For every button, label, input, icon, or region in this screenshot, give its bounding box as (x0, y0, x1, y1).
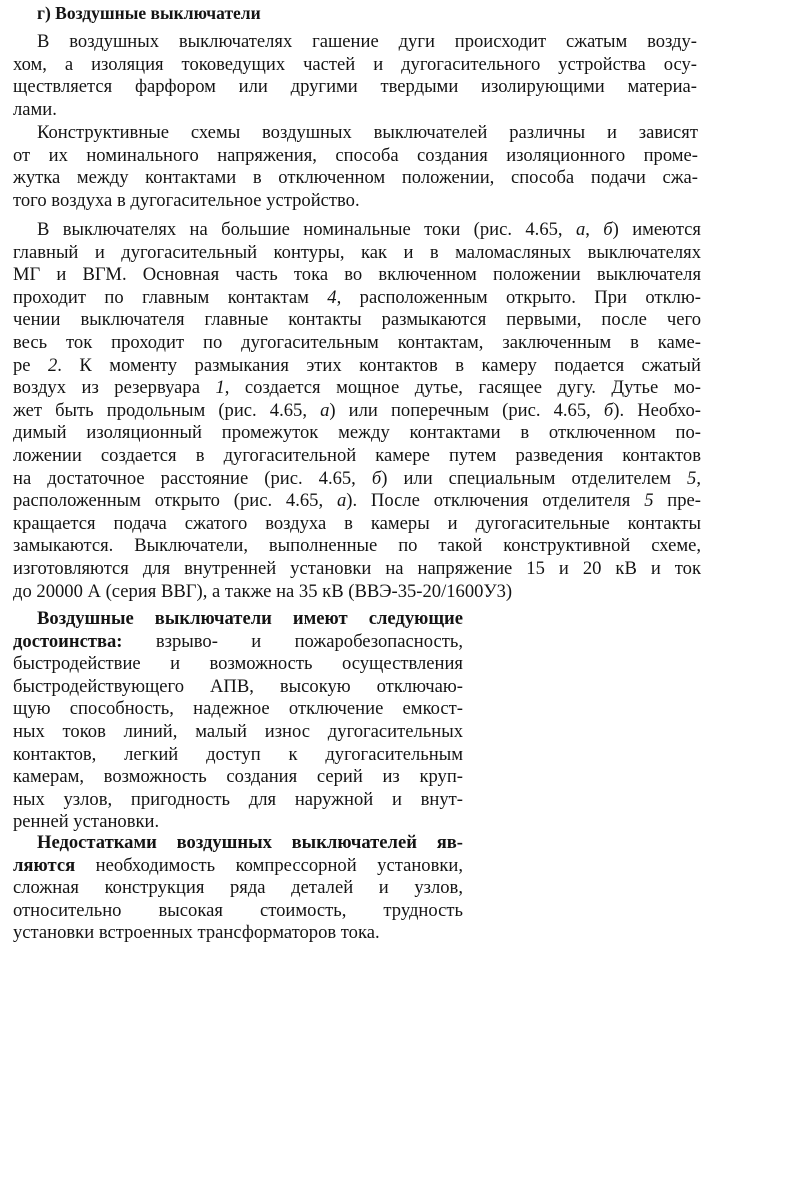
text-line: замыкаются. Выключатели, выполненные по такой конструктивной схеме, (13, 535, 701, 557)
text-line: относительно высокая стоимость, трудность (13, 899, 463, 921)
text-line: сложная конструкция ряда деталей и узлов, (13, 877, 463, 899)
paragraph-advantages (13, 608, 463, 834)
advantages-lead-line (13, 608, 463, 631)
text-line: быстродействующего АПВ, высокую отключаю- (13, 675, 463, 697)
text-line: ляются необходимость компрессорной установки, (13, 854, 463, 876)
paragraph-1 (13, 31, 697, 121)
text-line: установки встроенных трансформаторов тока. (13, 922, 380, 944)
section-heading: г) Воздушные выключатели (37, 3, 261, 23)
text-line: изготовляются для внутренней установки на напряжение 15 и 20 кВ и ток (13, 557, 701, 579)
text-line: Конструктивные схемы воздушных выключателей различны и зависят (37, 122, 698, 143)
text-line: МГ и ВГМ. Основная часть тока во включенном положении выключателя (13, 264, 701, 286)
paragraph-disadvantages (13, 832, 463, 945)
disadvantages-lead-line (13, 832, 463, 855)
text-line: расположенным открыто (рис. 4.65, а). После отключения отделителя 5 пре- (13, 490, 702, 512)
text-line: щую способность, надежное отключение емкост- (13, 698, 463, 720)
text-line: проходит по главным контактам 4, расположенным открыто. При отклю- (13, 286, 701, 308)
text-line: от их номинального напряжения, способа создания изоляционного проме- (13, 144, 698, 166)
text-line: ных узлов, пригодность для наружной и внут- (13, 788, 463, 810)
paragraph-2 (13, 122, 698, 212)
text-line: достоинства: взрыво- и пожаробезопасность, (13, 630, 463, 652)
text-line: В воздушных выключателях гашение дуги происходит сжатым возду- (37, 31, 697, 52)
text-line: лами. (13, 98, 57, 120)
text-line: жутка между контактами в отключенном положении, способа подачи сжа- (13, 167, 698, 189)
text-line: ре 2. К моменту размыкания этих контактов в камеру подается сжатый (13, 354, 701, 376)
text-line: ществляется фарфором или другими твердыми изолирующими материа- (13, 76, 697, 98)
text-line: димый изоляционный промежуток между контактами в отключенном по- (13, 422, 701, 444)
text-line: хом, а изоляция токоведущих частей и дугогасительного устройства осу- (13, 53, 697, 75)
text-line: главный и дугогасительный контуры, как и в маломасляных выключателях (13, 241, 701, 263)
text-line: жет быть продольным (рис. 4.65, а) или поперечным (рис. 4.65, б). Необхо- (13, 399, 701, 421)
bold-lead: Недостатками воздушных выключателей яв- (37, 832, 463, 853)
text-line: кращается подача сжатого воздуха в камеры и дугогасительные контакты (13, 512, 701, 534)
text-line: В выключателях на большие номинальные токи (рис. 4.65, а, б) имеются (37, 219, 701, 240)
text-line: ных токов линий, малый износ дугогасительных (13, 720, 463, 742)
text-line: контактов, легкий доступ к дугогасительным (13, 743, 463, 765)
text-line: быстродействие и возможность осуществления (13, 653, 463, 675)
paragraph-3 (13, 219, 701, 603)
text-line: на достаточное расстояние (рис. 4.65, б) или специальным отделителем 5, (13, 467, 701, 489)
bold-lead-end: ляются (13, 854, 76, 876)
text-line: воздух из резервуара 1, создается мощное дутье, гасящее дугу. Дутье мо- (13, 377, 702, 399)
text-line: того воздуха в дугогасительное устройство. (13, 189, 360, 211)
text-line: камерам, возможность создания серий из круп- (13, 766, 463, 788)
text-line: до 20000 А (серия ВВГ), а также на 35 кВ (ВВЭ-35-20/1600У3) (13, 580, 513, 602)
bold-lead-end: достоинства: (13, 630, 123, 652)
text-line: чении выключателя главные контакты размыкаются первыми, после чего (13, 309, 701, 331)
text-line: ренней установки. (13, 811, 160, 833)
text-line: весь ток проходит по дугогасительным контактам, заключенным в каме- (13, 331, 701, 353)
text-line: ложении создается в дугогасительной камере путем разведения контактов (13, 444, 701, 466)
bold-lead: Воздушные выключатели имеют следующие (37, 608, 463, 629)
